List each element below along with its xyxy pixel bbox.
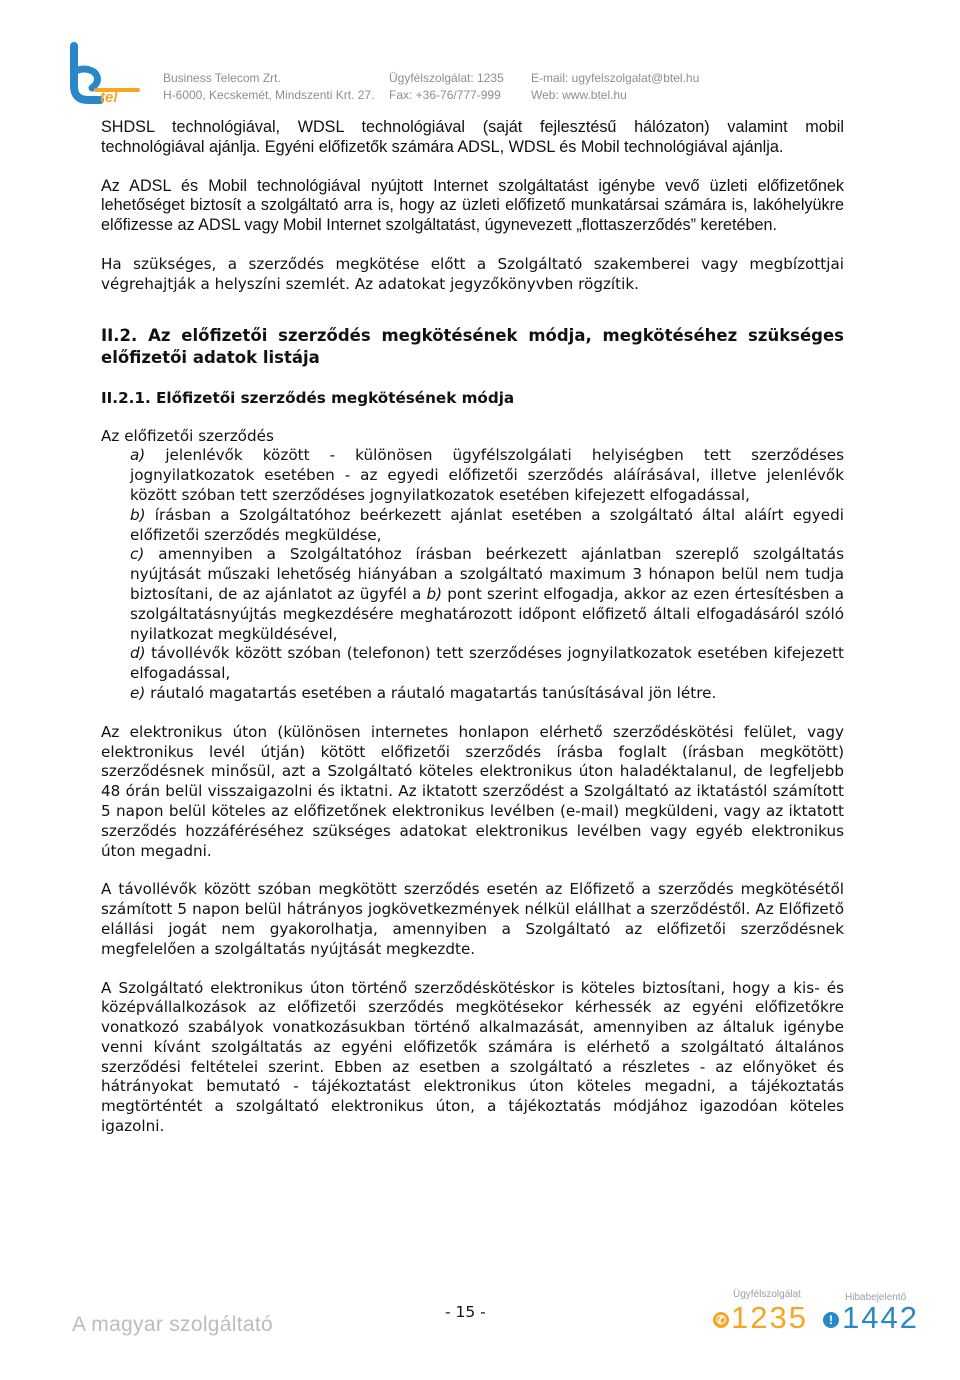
list-marker: d) [130,644,146,663]
section-heading: II.2. Az előfizetői szerződés megkötésének módja, megkötéséhez szükséges előfizetői adatok listája [101,325,844,367]
paragraph-survey: Ha szükséges, a szerződés megkötése előtt a Szolgáltató szakemberei vagy megbízottjai végrehajtják a helyszíni szemlét. Az adatokat jegyzőkönyvben rögzítik. [101,254,844,293]
footer-slogan: A magyar szolgáltató [72,1313,273,1336]
list-item: c) amennyiben a Szolgáltatóhoz írásban beérkezett ajánlatban szereplő szolgáltatás nyújtását műszaki lehetőség hiányában a szolgáltató maximum 3 hónapon belül nem tudja biztosítani, de az ajánlatot az ügyfél a b) pont szerint elfogadja, akkor az ezen értesítésben a szolgáltatásnyújtás megkezdésére meghatározott időpont előfizető általi elfogadásáról szóló nyilatkozat megküldésével, [130,545,844,643]
paragraph-intro: SHDSL technológiával, WDSL technológiával (saját fejlesztésű hálózaton) valamint mobil technológiával ajánlja. Egyéni előfizetők számára ADSL, WDSL és Mobil technológiával ajánlja. [101,118,844,156]
header-fax: Fax: +36-76/777-999 [389,88,501,102]
list-intro: Az előfizetői szerződés [101,426,274,445]
service-number: 1235 [731,1300,808,1335]
paragraph-flotta: Az ADSL és Mobil technológiával nyújtott Internet szolgáltatást igénybe vevő üzleti előfizetőnek lehetőséget biztosít a szolgáltató arra is, hogy az üzleti előfizető munkatársai számára is, lakóhelyükre előfizesse az ADSL vagy Mobil Internet szolgáltatást, úgynevezett „flottaszerződés” keretében. [101,176,844,235]
paragraph-electronic: Az elektronikus úton (különösen internetes honlapon elérhető szerződéskötési felület, vagy elektronikus levél útján) kötött előfizetői szerződés írásba foglalt (írásban megkötött) szerződésnek minősül, azt a Szolgáltató köteles elektronikus úton haladéktalanul, de legfeljebb 48 órán belül visszaigazolni és iktatni. Az iktatott szerződést a Szolgáltató az iktatástól számított 5 napon belül köteles az előfizetőnek elektronikus levélben (e-mail) megküldeni, vagy az iktatott szerződés hozzáféréséhez szükséges adatokat elektronikus levélben vagy egyéb elektronikus úton megadni. [101,722,844,860]
page-number: - 15 - [445,1303,486,1321]
list-marker: e) [130,683,146,702]
header-web-block [531,70,699,104]
header-email: E-mail: ugyfelszolgalat@btel.hu [531,71,700,85]
list-item: a) jelenlévők között - különösen ügyfélszolgálati helyiségben tett szerződéses jognyilatkozatok esetében - az egyedi előfizetői szerződés aláírásával, illetve jelenlévők között szóban tett szerződéses jognyilatkozatok esetében kifejezett elfogadással, [130,446,844,504]
contract-methods-list [130,446,844,703]
header-web: Web: www.btel.hu [531,88,627,102]
list-marker: a) [130,446,146,465]
btel-logo [66,42,146,104]
header-company: Business Telecom Zrt. [163,71,281,85]
header-contact-block [389,70,504,104]
service-label: Ügyfélszolgálat [733,1289,801,1300]
fault-number: 1442 [842,1300,919,1335]
list-reference: b) [426,584,443,603]
list-marker: b) [130,505,146,524]
svg-text:tel: tel [100,89,118,104]
phone-icon: ✆ [713,1312,729,1328]
paragraph-withdrawal: A távollévők között szóban megkötött szerződés esetén az Előfizető a szerződés megkötésétől számított 5 napon belül hátrányos jogkövetkezmények nélkül elállhat a szerződéstől. Az Előfizető elállási jogát nem gyakorolhatja, amennyiben a Szolgáltató az előfizetői szerződésnek megfelelően a szolgáltatás nyújtását megkezdte. [101,880,844,958]
page-header [0,0,960,110]
fault-label: Hibabejelentő [845,1292,907,1303]
list-item: b) írásban a Szolgáltatóhoz beérkezett ajánlat esetében a szolgáltató által aláírt egyedi előfizetői szerződés megküldése, [130,505,844,544]
list-item: e) ráutaló magatartás esetében a ráutaló magatartás tanúsításával jön létre. [130,683,717,702]
paragraph-sme: A Szolgáltató elektronikus úton történő szerződéskötéskor is köteles biztosítani, hogy a kis- és középvállalkozások az előfizetői szerződés megkötésekor kérhessék az egyéni előfizetőkre vonatkozó szabályok vonatkozásukban történő alkalmazását, amennyiben az általuk igénybe venni kívánt szolgáltatás az egyéni előfizetők számára is elérhető a szolgáltató általános szerződési feltételei szerint. Ebben az esetben a szolgáltató a részletes - az előnyöket és hátrányokat bemutató - tájékoztatást elektronikus úton köteles megadni, a tájékoztatás megtörténtét a szolgáltató elektronikus úton, a tájékoztatás módjához igazodóan köteles igazolni. [101,978,844,1136]
alert-icon: ! [823,1312,839,1328]
header-company-block [163,70,374,104]
list-marker: c) [130,545,145,564]
document-body [101,118,844,1137]
subsection-heading: II.2.1. Előfizetői szerződés megkötésének módja [101,388,515,407]
header-service-line: Ügyfélszolgálat: 1235 [389,71,504,85]
list-item: d) távollévők között szóban (telefonon) tett szerződéses jognyilatkozatok esetében kifejezett elfogadással, [130,644,844,683]
header-address: H-6000, Kecskemét, Mindszenti Krt. 27. [163,88,375,102]
